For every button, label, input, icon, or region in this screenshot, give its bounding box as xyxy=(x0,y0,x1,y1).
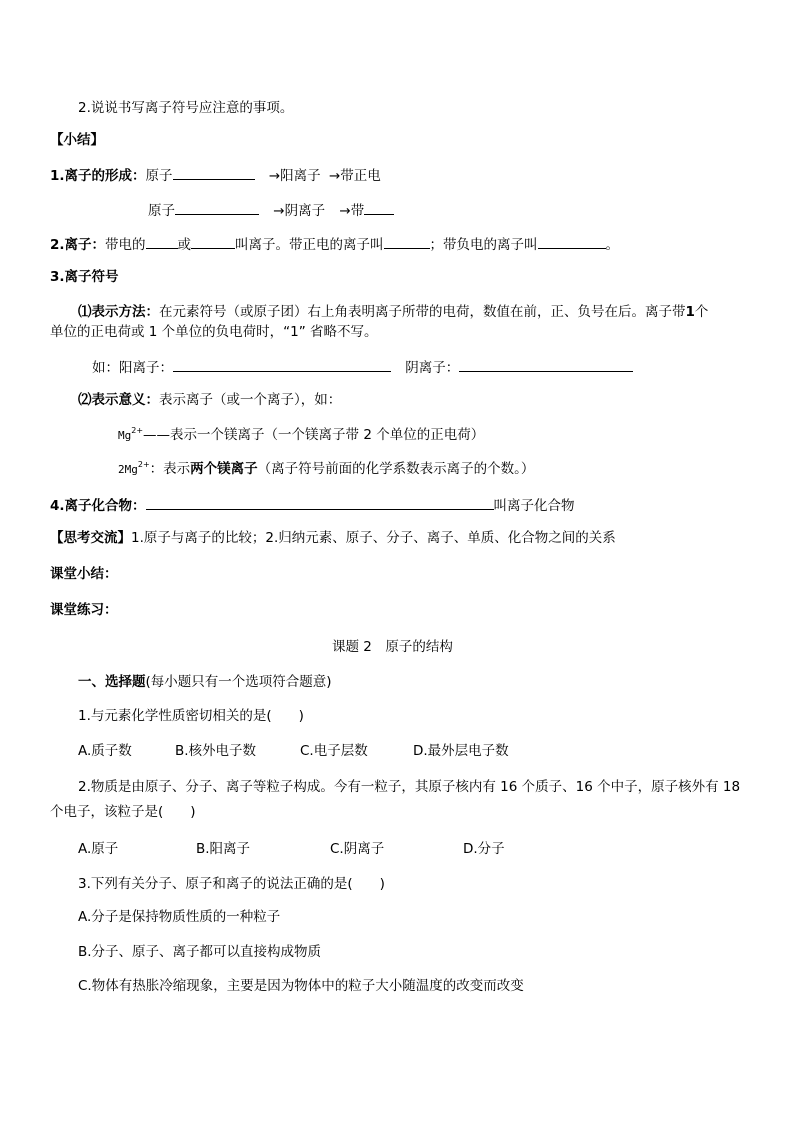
example-cation-label: 如：阳离子： xyxy=(92,360,173,376)
ion-def-text-4: ；带负电的离子叫 xyxy=(429,237,538,253)
mg-charge: 2+ xyxy=(131,426,144,435)
example-cation-blank[interactable] xyxy=(173,356,391,372)
ionic-compound-blank[interactable] xyxy=(146,494,494,510)
formation-atom-1: 原子 xyxy=(145,168,173,184)
method-text-1: 在元素符号（或原子团）右上角表明离子所带的电荷，数值在前，正、负号在后。离子带 xyxy=(159,304,686,320)
lesson-title: 课题 2 原子的结构 xyxy=(332,639,453,655)
section-1-title xyxy=(78,672,332,692)
section-1-note: (每小题只有一个选项符合题意) xyxy=(145,674,332,690)
section-1-heading: 一、选择题 xyxy=(78,674,146,690)
two-mg-text-2: （离子符号前面的化学系数表示离子的个数。） xyxy=(257,461,535,477)
ion-symbol-meaning xyxy=(78,390,341,410)
two-mg-text-1: ：表示 xyxy=(149,461,191,477)
q3-option-b[interactable]: B.分子、原子、离子都可以直接构成物质 xyxy=(78,944,322,960)
ion-def-label: 2.离子： xyxy=(50,237,106,253)
example-anion-label: 阴离子： xyxy=(405,360,460,376)
ion-definition xyxy=(50,233,619,255)
ion-def-blank-2[interactable] xyxy=(191,233,235,249)
q2-option-a[interactable]: A.原子 xyxy=(78,841,119,857)
ionic-compound-label: 4.离子化合物： xyxy=(50,498,146,514)
formation-atom-2: 原子 xyxy=(148,203,175,219)
class-summary: 课堂小结： xyxy=(50,566,118,582)
two-mg-bold: 两个镁离子 xyxy=(190,461,258,477)
class-practice: 课堂练习： xyxy=(50,602,118,618)
formation-negative: →带 xyxy=(339,203,365,219)
discussion xyxy=(50,528,616,548)
q2-option-c[interactable]: C.阴离子 xyxy=(330,841,385,857)
formation-blank-3[interactable] xyxy=(364,199,394,215)
q3-option-c[interactable]: C.物体有热胀冷缩现象，主要是因为物体中的粒子大小随温度的改变而改变 xyxy=(78,978,524,994)
ion-def-blank-1[interactable] xyxy=(146,233,178,249)
meaning-text: 表示离子（或一个离子），如： xyxy=(159,392,342,408)
ion-def-blank-3[interactable] xyxy=(384,233,430,249)
mg-meaning: ——表示一个镁离子（一个镁离子带 2 个单位的正电荷） xyxy=(143,427,485,443)
discussion-label: 【思考交流】 xyxy=(50,530,131,546)
formation-blank-2[interactable] xyxy=(175,199,259,215)
ion-symbol-method-line-2: 单位的正电荷或 1 个单位的负电荷时，“1” 省略不写。 xyxy=(50,324,378,340)
formation-cation: →阳离子 xyxy=(268,168,321,184)
ion-def-blank-4[interactable] xyxy=(538,233,606,249)
q1-option-b[interactable]: B.核外电子数 xyxy=(175,743,257,759)
formation-row-1 xyxy=(50,164,381,186)
q3-stem: 3.下列有关分子、原子和离子的说法正确的是( ) xyxy=(78,876,385,892)
ion-def-text-2: 或 xyxy=(177,237,192,253)
formation-anion: →阴离子 xyxy=(273,203,326,219)
ion-symbol-method-line-1 xyxy=(78,302,708,322)
q1-option-c[interactable]: C.电子层数 xyxy=(300,743,368,759)
q1-stem: 1.与元素化学性质密切相关的是( ) xyxy=(78,708,304,724)
example-anion-blank[interactable] xyxy=(459,356,633,372)
method-number: 1 xyxy=(685,304,695,320)
ion-def-text-5: 。 xyxy=(605,237,620,253)
formation-row-2 xyxy=(148,199,394,221)
q2-stem-line-2: 个电子，该粒子是( ) xyxy=(50,804,196,820)
q1-option-d[interactable]: D.最外层电子数 xyxy=(413,743,509,759)
method-text-2: 个 xyxy=(694,304,709,320)
method-label: ⑴表示方法： xyxy=(78,304,159,320)
two-mg-ion-example xyxy=(118,459,534,480)
ion-symbol-examples xyxy=(92,356,633,378)
ion-def-text-3: 叫离子。带正电的离子叫 xyxy=(235,237,384,253)
ionic-compound-suffix: 叫离子化合物 xyxy=(493,498,575,514)
formation-positive: →带正电 xyxy=(328,168,381,184)
ionic-compound xyxy=(50,494,575,516)
q1-option-a[interactable]: A.质子数 xyxy=(78,743,132,759)
q2-stem-line-1: 2.物质是由原子、分子、离子等粒子构成。今有一粒子，其原子核内有 16 个质子、16 个中子，原子核外有 18 xyxy=(78,779,741,795)
mg-symbol: Mg xyxy=(118,429,132,442)
q2-option-d[interactable]: D.分子 xyxy=(463,841,505,857)
ion-symbol-heading: 3.离子符号 xyxy=(50,269,119,285)
q3-option-a[interactable]: A.分子是保持物质性质的一种粒子 xyxy=(78,909,281,925)
two-mg-symbol: 2Mg xyxy=(118,463,138,476)
discussion-text: 1.原子与离子的比较；2.归纳元素、原子、分子、离子、单质、化合物之间的关系 xyxy=(131,530,616,546)
summary-title: 【小结】 xyxy=(50,132,104,148)
q2-option-b[interactable]: B.阳离子 xyxy=(196,841,251,857)
meaning-label: ⑵表示意义： xyxy=(78,392,159,408)
formation-label: 1.离子的形成： xyxy=(50,168,146,184)
ion-def-text-1: 带电的 xyxy=(105,237,146,253)
two-mg-charge: 2+ xyxy=(137,460,150,469)
mg-ion-example xyxy=(118,425,484,446)
question-2-heading: 2.说说书写离子符号应注意的事项。 xyxy=(78,100,294,116)
formation-blank-1[interactable] xyxy=(173,164,255,180)
